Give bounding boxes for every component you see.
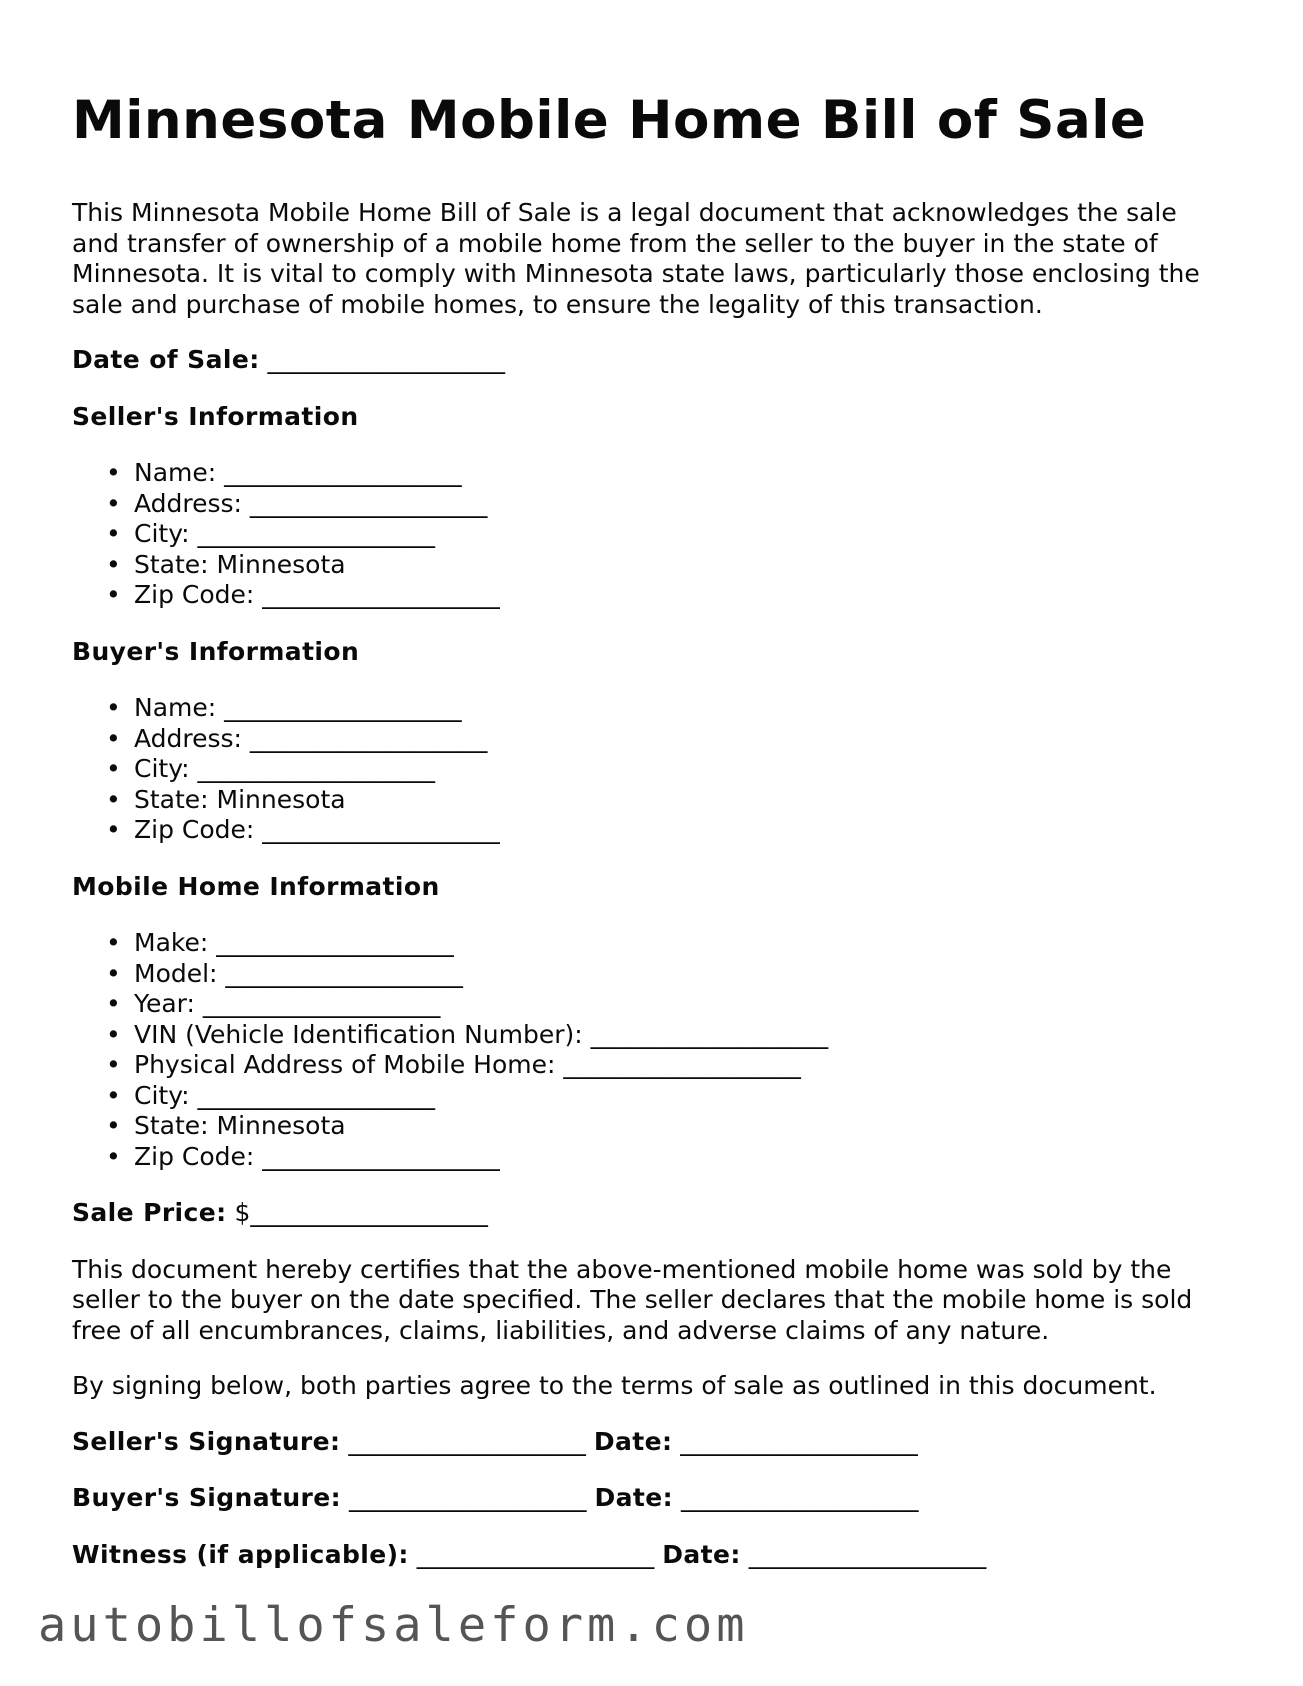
field-text: City: ___________________ [134, 1080, 436, 1110]
sale-price-line [72, 1198, 1222, 1229]
mobile-home-state-field [106, 1111, 1222, 1142]
seller-date-label: Date: [593, 1426, 673, 1456]
seller-name-field [106, 458, 1222, 489]
mobile-home-model-field [106, 959, 1222, 990]
mobile-home-city-field [106, 1081, 1222, 1112]
field-text: City: ___________________ [134, 754, 436, 783]
mobile-home-vin-field [106, 1020, 1222, 1051]
field-text: Zip Code: ___________________ [134, 580, 500, 609]
seller-date-blank: ___________________ [680, 1426, 918, 1456]
buyer-city-field [106, 754, 1222, 785]
field-text: VIN (Vehicle Identification Number): ___________________ [134, 1019, 829, 1049]
bullet-icon: • [106, 1111, 121, 1140]
buyer-signature-blank: ___________________ [349, 1483, 587, 1512]
seller-zip-field [106, 580, 1222, 611]
date-of-sale-line [72, 345, 1222, 376]
buyer-field-list [72, 693, 1222, 846]
witness-signature-label: Witness (if applicable): [72, 1539, 409, 1569]
sale-price-label: Sale Price: [72, 1198, 227, 1227]
agreement-paragraph: By signing below, both parties agree to the terms of sale as outlined in this document. [72, 1371, 1157, 1400]
field-text: Year: ___________________ [134, 989, 441, 1018]
seller-signature-label: Seller's Signature: [72, 1426, 341, 1456]
bullet-icon: • [106, 519, 121, 548]
bullet-icon: • [106, 989, 121, 1018]
seller-address-field [106, 489, 1222, 520]
site-watermark: autobillofsaleform.com [38, 1598, 749, 1653]
bullet-icon: • [106, 1141, 121, 1171]
field-text: Make: ___________________ [134, 928, 454, 957]
document-title: Minnesota Mobile Home Bill of Sale [72, 90, 1147, 151]
seller-heading: Seller's Information [72, 401, 359, 431]
buyer-state-field [106, 785, 1222, 816]
seller-field-list [72, 458, 1222, 611]
certification-paragraph: This document hereby certifies that the above-mentioned mobile home was sold by the seller to the buyer on the date specified. The seller declares that the mobile home is sold free of all encumbrances, claims, liabilities, and adverse claims of any nature. [72, 1254, 1193, 1345]
bullet-icon: • [106, 488, 121, 518]
buyer-date-blank: ___________________ [680, 1483, 919, 1512]
field-text: Zip Code: ___________________ [134, 815, 500, 844]
field-text: Physical Address of Mobile Home: ___________________ [134, 1050, 801, 1079]
bullet-icon: • [106, 1080, 121, 1110]
buyer-date-label: Date: [594, 1483, 673, 1512]
field-text: State: Minnesota [134, 549, 346, 579]
bullet-icon: • [106, 458, 121, 487]
bullet-icon: • [106, 1050, 121, 1079]
bullet-icon: • [106, 958, 121, 988]
mobile-home-make-field [106, 928, 1222, 959]
bullet-icon: • [106, 693, 121, 722]
date-of-sale-blank: ___________________ [267, 345, 506, 374]
buyer-heading: Buyer's Information [72, 636, 360, 666]
intro-paragraph: This Minnesota Mobile Home Bill of Sale is a legal document that acknowledges the sale and transfer of ownership of a mobile home from the seller to the buyer in the state of Minnesota. It is vital to comply with Minnesota state laws, particularly those enclosing the sale and purchase of mobile homes, to ensure the legality of this transaction. [72, 198, 1200, 319]
witness-date-label: Date: [662, 1539, 741, 1569]
mobile-home-heading: Mobile Home Information [72, 871, 440, 901]
bullet-icon: • [106, 580, 121, 609]
bullet-icon: • [106, 784, 121, 814]
document-page [72, 88, 1222, 1596]
witness-signature-blank: ___________________ [416, 1539, 655, 1569]
field-text: Address: ___________________ [134, 488, 488, 518]
bullet-icon: • [106, 549, 121, 579]
sale-price-blank: $___________________ [234, 1198, 488, 1227]
seller-signature-blank: ___________________ [348, 1426, 586, 1456]
witness-date-blank: ___________________ [748, 1539, 987, 1569]
witness-signature-line [72, 1540, 1222, 1571]
mobile-home-year-field [106, 989, 1222, 1020]
seller-city-field [106, 519, 1222, 550]
buyer-signature-label: Buyer's Signature: [72, 1483, 342, 1512]
mobile-home-address-field [106, 1050, 1222, 1081]
field-text: City: ___________________ [134, 519, 436, 548]
buyer-signature-line [72, 1483, 1222, 1514]
seller-signature-line [72, 1427, 1222, 1458]
buyer-name-field [106, 693, 1222, 724]
seller-state-field [106, 550, 1222, 581]
field-text: Name: ___________________ [134, 458, 462, 487]
buyer-zip-field [106, 815, 1222, 846]
bullet-icon: • [106, 815, 121, 844]
mobile-home-field-list [72, 928, 1222, 1172]
date-of-sale-label: Date of Sale: [72, 345, 260, 374]
bullet-icon: • [106, 928, 121, 957]
bullet-icon: • [106, 723, 121, 753]
field-text: State: Minnesota [134, 784, 346, 814]
buyer-address-field [106, 724, 1222, 755]
bullet-icon: • [106, 754, 121, 783]
field-text: Name: ___________________ [134, 693, 462, 722]
mobile-home-zip-field [106, 1142, 1222, 1173]
field-text: Model: ___________________ [134, 958, 463, 988]
field-text: Address: ___________________ [134, 723, 488, 753]
bullet-icon: • [106, 1019, 121, 1049]
field-text: Zip Code: ___________________ [134, 1141, 500, 1171]
field-text: State: Minnesota [134, 1111, 346, 1140]
